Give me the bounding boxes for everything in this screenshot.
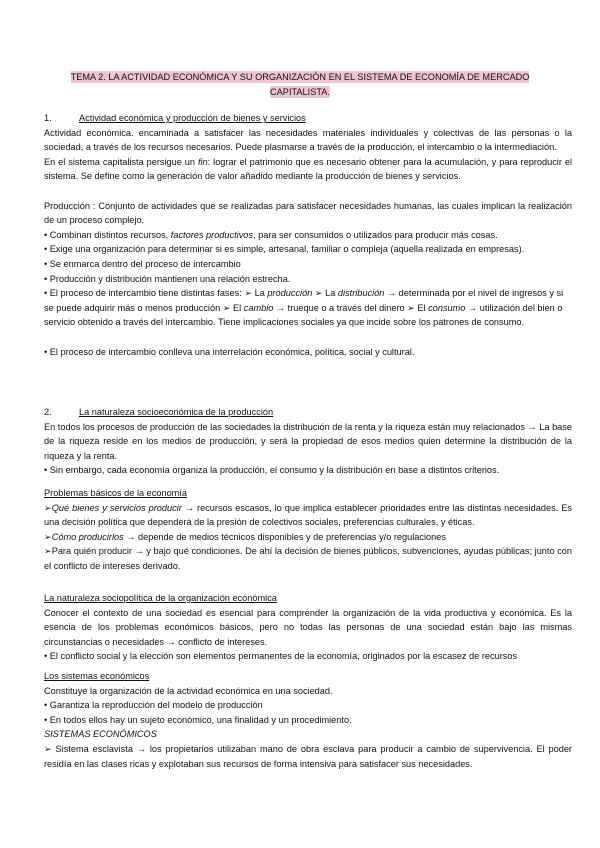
paragraph: En el sistema capitalista persigue un fin: lograr el patrimonio que es necesario obtener para la acumulación, y para reproducir el sistema. Se define como la generación de valor añadido mediante la producción de bienes y servicios. xyxy=(44,156,572,182)
paragraph: En todos los procesos de producción de las sociedades la distribución de la renta y la riqueza están muy relacionados → La base de la riqueza reside en los medios de producción, y será la propiedad de esos medios quien determine la distribución de la riqueza y la renta. xyxy=(44,421,572,461)
document-title xyxy=(44,70,556,100)
problemas-section xyxy=(44,486,572,574)
paragraph-produccion: Producción : Conjunto de actividades que se realizadas para satisfacer necesidades humanas, las cuales implican la realización de un proceso complejo. xyxy=(44,200,572,226)
list-item: ➢Para quién producir → y bajo qué condiciones. De ahí la decisión de bienes públicos, subvenciones, ayudas públicas; junto con el conflicto de intereses derivado. xyxy=(44,546,572,571)
bullet: • Combinan distintos recursos, factores productivos, para ser consumidos o utilizados para producir más cosas. xyxy=(44,229,498,240)
bullet: • Sin embargo, cada economía organiza la producción, el consumo y la distribución en base a distintos criterios. xyxy=(44,465,500,476)
bullet: • El proceso de intercambio conlleva una interrelación económica, política, social y cultural. xyxy=(44,346,415,357)
bullet: • Garantiza la reproducción del modelo de producción xyxy=(44,700,263,711)
paragraph: ➢ Sistema esclavista → los propietarios utilizaban mano de obra esclava para producir a cambio de supervivencia. El poder residía en las clases ricas y explotaban sus recursos de forma intensiva para satisfacer sus necesidades. xyxy=(44,743,572,769)
sistemas-section xyxy=(44,669,572,771)
bullet: • Producción y distribución mantienen una relación estrecha. xyxy=(44,273,291,284)
section-2-number: 2. xyxy=(44,407,52,417)
section-2-title: La naturaleza socioeconómica de la producción xyxy=(79,407,274,417)
section-2-heading xyxy=(44,405,572,420)
bullet: • En todos ellos hay un sujeto económico, una finalidad y un procedimiento. xyxy=(44,714,352,725)
sistemas-heading: Los sistemas económicos xyxy=(44,671,150,681)
title-line-1: TEMA 2. LA ACTIVIDAD ECONÓMICA Y SU ORGANIZACIÓN EN EL SISTEMA DE ECONOMÍA DE MERCADO xyxy=(70,72,530,82)
paragraph: Constituye la organización de la actividad económica en una sociedad. xyxy=(44,685,333,696)
section-1-number: 1. xyxy=(44,113,52,123)
bullet: • Se enmarca dentro del proceso de intercambio xyxy=(44,258,241,269)
section-1 xyxy=(44,111,572,359)
title-line-2: CAPITALISTA. xyxy=(270,87,330,97)
bullet: • El conflicto social y la elección son elementos permanentes de la economía, originados por la escasez de recursos xyxy=(44,651,518,662)
bullet: • Exige una organización para determinar si es simple, artesanal, familiar o compleja (aquella realizada en empresas). xyxy=(44,244,525,255)
problemas-heading: Problemas básicos de la economía xyxy=(44,488,187,498)
sistemas-subheading: SISTEMAS ECONÓMICOS xyxy=(44,729,157,740)
section-1-title: Actividad económica y producción de bienes y servicios xyxy=(79,113,306,123)
bullet: • El proceso de intercambio tiene distintas fases: ➢ La producción ➢ La distribución → determinada por el nivel de ingresos y si se puede adquirir más o menos producción ➢ El cambio → trueque o a través del dinero ➢ El consumo → utilización del bien o servicio obtenido a través del intercambio. Tiene implicaciones sociales ya que incide sobre los patrones de consumo. xyxy=(44,288,564,328)
section-1-heading xyxy=(44,111,572,126)
sociopolitica-section xyxy=(44,591,572,664)
section-2 xyxy=(44,405,572,478)
paragraph: Actividad económica. encaminada a satisfacer las necesidades materiales individuales y colectivas de las personas o la sociedad, a través de los recursos necesarios. Puede plasmarse a través de la producción, el intercambio o la intermediación. xyxy=(44,127,572,153)
sociopolitica-heading: La naturaleza sociopolítica de la organización económica xyxy=(44,593,277,603)
list-item: ➢Cómo producirlos → depende de medios técnicos disponibles y de preferencias y/o regulaciones xyxy=(44,531,446,542)
paragraph: Conocer el contexto de una sociedad es esencial para comprender la organización de la vida productiva y económica. Es la esencia de los problemas económicos básicos, pero no todas las personas de una sociedad están bajo las mismas circunstancias o necesidades → conflicto de intereses. xyxy=(44,607,572,647)
list-item: ➢Qué bienes y servicios producir → recursos escasos, lo que implica establecer prioridades entre las distintas necesidades. Es una decisión política que dependerá de la presión de colectivos sociales, preferencias culturales, y éticas. xyxy=(44,502,572,528)
